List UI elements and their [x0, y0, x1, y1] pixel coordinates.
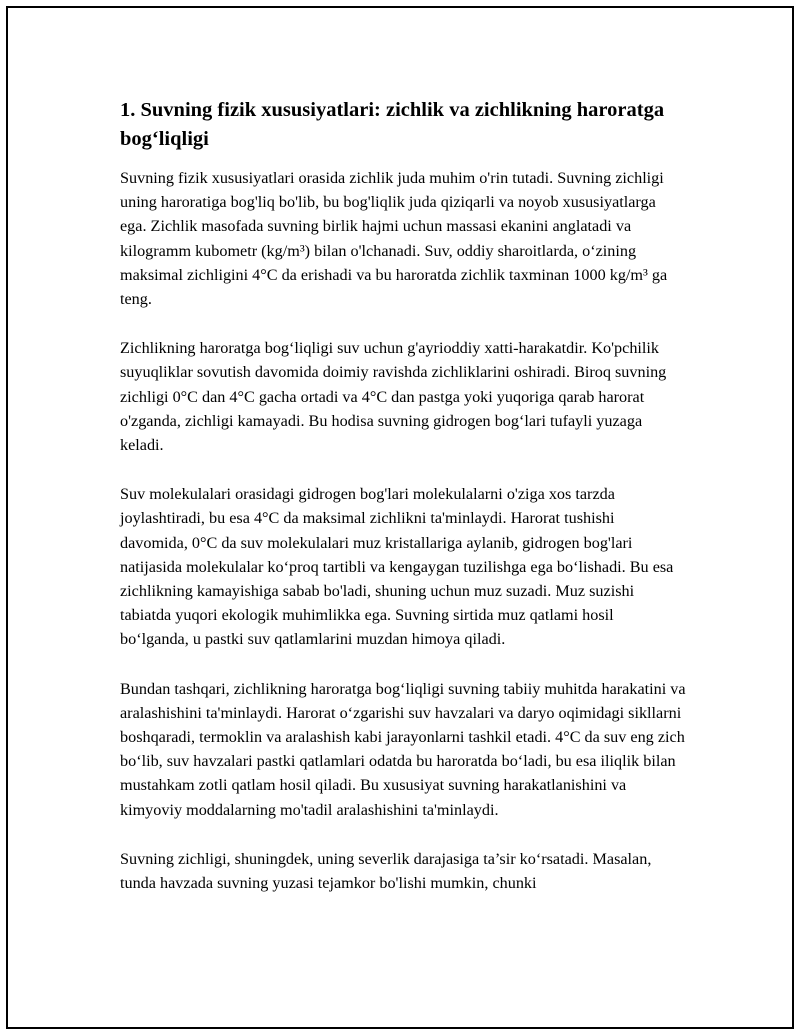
paragraph-3: Suv molekulalari orasidagi gidrogen bog'lari molekulalarni o'ziga xos tarzda joylashtiradi, bu esa 4°C da maksimal zichlikni ta'minlaydi. Harorat tushishi davomida, 0°C da suv molekulalari muz kristallariga aylanib, gidrogen bog'lari natijasida molekulalar ko‘proq tartibli va kengaygan tuzilishga ega bo‘lishadi. Bu esa zichlikning kamayishiga sabab bo'ladi, shuning uchun muz suzadi. Muz suzishi tabiatda yuqori ekologik muhimlikka ega. Suvning sirtida muz qatlami hosil bo‘lganda, u pastki suv qatlamlarini muzdan himoya qiladi.: [120, 485, 674, 649]
paragraph-2: Zichlikning haroratga bog‘liqligi suv uchun g'ayrioddiy xatti-harakatdir. Ko'pchilik suyuqliklar sovutish davomida doimiy ravishda zichliklarini oshiradi. Biroq suvning zichligi 0°C dan 4°C gacha ortadi va 4°C dan pastga yoki yuqoriga qarab harorat o'zganda, zichligi kamayadi. Bu hodisa suvning gidrogen bog‘lari tufayli yuzaga keladi.: [120, 339, 667, 455]
paragraph-1: Suvning fizik xususiyatlari orasida zichlik juda muhim o'rin tutadi. Suvning zichligi uning haroratiga bog'liq bo'lib, bu bog'liqlik juda qiziqarli va noyob xususiyatlarga ega. Zichlik masofada suvning birlik hajmi uchun massasi ekanini anglatadi va kilogramm kubometr (kg/m³) bilan o'lchanadi. Suv, oddiy sharoitlarda, o‘zining maksimal zichligini 4°C da erishadi va bu haroratda zichlik taxminan 1000 kg/m³ ga teng.: [120, 169, 668, 309]
section-heading: 1. Suvning fizik xususiyatlari: zichlik va zichlikning haroratga bog‘liqligi: [120, 99, 665, 150]
paragraph-5: Suvning zichligi, shuningdek, uning severlik darajasiga ta’sir ko‘rsatadi. Masalan, tunda havzada suvning yuzasi tejamkor bo'lishi mumkin, chunki: [120, 849, 652, 893]
document-body: [120, 96, 686, 920]
page-frame: [6, 6, 794, 1029]
paragraph-4: Bundan tashqari, zichlikning haroratga bog‘liqligi suvning tabiiy muhitda harakatini va aralashishini ta'minlaydi. Harorat o‘zgarishi suv havzalari va daryo oqimidagi sikllarni boshqaradi, termoklin va aralashish kabi jarayonlarni tashkil etadi. 4°C da suv eng zich bo‘lib, suv havzalari pastki qatlamlari odatda bu haroratda bo‘ladi, bu esa iliqlik bilan mustahkam zotli qatlam hosil qiladi. Bu xususiyat suvning harakatlanishini va kimyoviy moddalarning mo'tadil aralashishini ta'minlaydi.: [120, 679, 686, 819]
